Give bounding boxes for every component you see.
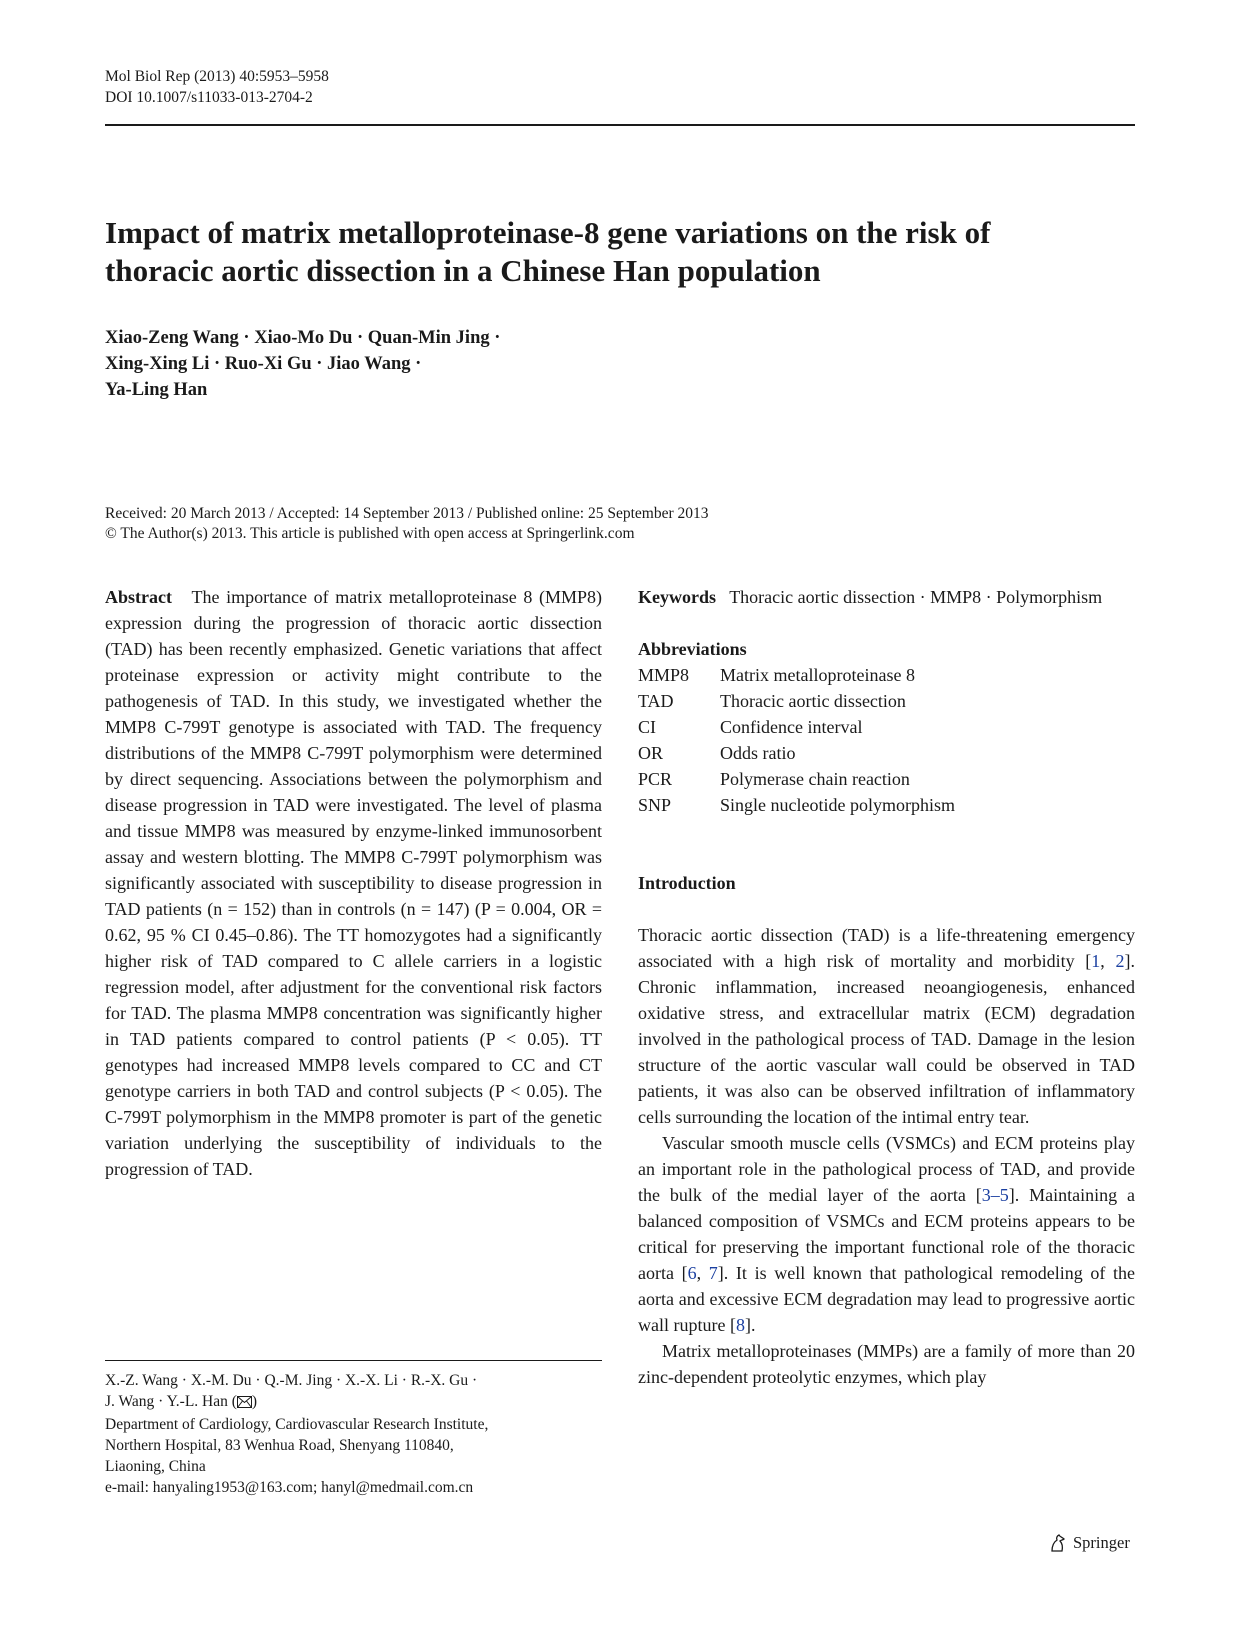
- abbreviation-row: [638, 766, 1135, 792]
- publication-history: [105, 504, 1005, 544]
- abbreviation-code: MMP8: [638, 665, 690, 685]
- text-run: ): [251, 1393, 258, 1410]
- section-title-introduction: Introduction: [638, 873, 736, 893]
- affiliation-authors: X.-Z. Wang · X.-M. Du · Q.-M. Jing · X.-X. Li · R.-X. Gu ·: [105, 1372, 478, 1389]
- citation-link[interactable]: 8: [735, 1315, 745, 1335]
- abbreviation-code: PCR: [638, 769, 673, 789]
- abbreviation-code: SNP: [638, 795, 672, 815]
- abbreviation-row: [638, 792, 1135, 818]
- text-run: ]. It is well known that pathological remodeling of the aorta and excessive ECM degradation may lead to progressive aortic wall rupture [: [638, 1263, 1136, 1335]
- footnote-rule: [105, 1360, 602, 1361]
- doi[interactable]: DOI 10.1007/s11033-013-2704-2: [105, 89, 313, 106]
- abbreviation-meaning: Single nucleotide polymorphism: [720, 795, 955, 815]
- article-title: Impact of matrix metalloproteinase-8 gene variations on the risk of thoracic aortic dissection in a Chinese Han population: [105, 215, 991, 288]
- keywords-label: Keywords: [638, 587, 716, 607]
- text-run: Thoracic aortic dissection (TAD) is a life-threatening emergency associated with a high risk of mortality and morbidity [: [638, 925, 1135, 971]
- abstract-column: [105, 584, 602, 1182]
- citation-link[interactable]: 6: [687, 1263, 697, 1283]
- publisher-logo: [1048, 1533, 1130, 1553]
- text-run: J. Wang · Y.-L. Han (: [105, 1393, 237, 1410]
- springer-horse-icon: [1048, 1533, 1068, 1553]
- keywords: [638, 584, 1135, 610]
- affiliation-email[interactable]: e-mail: hanyaling1953@163.com; hanyl@medmail.com.cn: [105, 1479, 474, 1496]
- paragraph: [638, 922, 1135, 1130]
- text-run: ]. Maintaining a balanced composition of VSMCs and ECM proteins appears to be critical for preserving the important functional role of the thoracic aorta [: [638, 1185, 1135, 1283]
- abbreviation-code: TAD: [638, 691, 674, 711]
- author-line: Xiao-Zeng Wang · Xiao-Mo Du · Quan-Min Jing ·: [105, 328, 501, 348]
- abbreviation-meaning: Matrix metalloproteinase 8: [720, 665, 915, 685]
- text-run: ,: [1100, 951, 1116, 971]
- header-rule: [105, 124, 1135, 126]
- affiliation-address: Northern Hospital, 83 Wenhua Road, Shenyang 110840,: [105, 1437, 454, 1454]
- paragraph: [638, 1130, 1135, 1338]
- author-line: Ya-Ling Han: [105, 380, 208, 400]
- introduction-body: [638, 922, 1135, 1390]
- affiliation-footnote: [105, 1370, 602, 1498]
- abbreviation-row: [638, 740, 1135, 766]
- abstract: [105, 584, 602, 1182]
- text-run: ].: [744, 1315, 756, 1335]
- affiliation-authors: [105, 1391, 602, 1414]
- abbreviation-code: CI: [638, 717, 656, 737]
- history-dates: Received: 20 March 2013 / Accepted: 14 September 2013 / Published online: 25 September 2013: [105, 505, 709, 522]
- author-list: [105, 325, 805, 403]
- abbreviation-code: OR: [638, 743, 664, 763]
- text-run: Vascular smooth muscle cells (VSMCs) and ECM proteins play an important role in the pathological process of TAD, and provide the bulk of the medial layer of the aorta [: [638, 1133, 1135, 1205]
- abbreviation-meaning: Polymerase chain reaction: [720, 769, 910, 789]
- abbreviation-row: [638, 688, 1135, 714]
- citation-link[interactable]: 3–5: [981, 1185, 1009, 1205]
- text-run: ]. Chronic inflammation, increased neoangiogenesis, enhanced oxidative stress, and extracellular matrix (ECM) degradation involved in the pathological process of TAD. Damage in the lesion structure of the aortic vascular wall could be observed in TAD patients, it was also can be observed infiltration of inflammatory cells surrounding the location of the intimal entry tear.: [638, 951, 1135, 1127]
- abbreviations-title: Abbreviations: [638, 639, 747, 659]
- abstract-label: Abstract: [105, 587, 172, 607]
- abbreviation-row: [638, 714, 1135, 740]
- abbreviation-meaning: Confidence interval: [720, 717, 863, 737]
- abstract-text: The importance of matrix metalloproteinase 8 (MMP8) expression during the progression of thoracic aortic dissection (TAD) has been recently emphasized. Genetic variations that affect proteinase expression or activity might contribute to the pathogenesis of TAD. In this study, we investigated whether the MMP8 C-799T genotype is associated with TAD. The frequency distributions of the MMP8 C-799T polymorphism were determined by direct sequencing. Associations between the polymorphism and disease progression in TAD were investigated. The level of plasma and tissue MMP8 was measured by enzyme-linked immunosorbent assay and western blotting. The MMP8 C-799T polymorphism was significantly associated with susceptibility to disease progression in TAD patients (n = 152) than in controls (n = 147) (P = 0.004, OR = 0.62, 95 % CI 0.45–0.86). The TT homozygotes had a significantly higher risk of TAD compared to C allele carriers in a logistic regression model, after adjustment for the conventional risk factors for TAD. The plasma MMP8 concentration was significantly higher in TAD patients compared to control patients (P < 0.05). TT genotypes had increased MMP8 levels compared to CC and CT genotype carriers in both TAD and control subjects (P < 0.05). The C-799T polymorphism in the MMP8 promoter is part of the genetic variation underlying the susceptibility of individuals to the progression of TAD.: [105, 587, 602, 1179]
- abbreviation-row: [638, 662, 1135, 688]
- citation-link[interactable]: 7: [708, 1263, 718, 1283]
- abbreviation-meaning: Odds ratio: [720, 743, 796, 763]
- abbreviations: [638, 636, 1135, 818]
- abbreviation-meaning: Thoracic aortic dissection: [720, 691, 906, 711]
- affiliation-department: Department of Cardiology, Cardiovascular Research Institute,: [105, 1416, 489, 1433]
- keywords-text: Thoracic aortic dissection · MMP8 · Polymorphism: [729, 587, 1103, 607]
- affiliation-region: Liaoning, China: [105, 1458, 206, 1475]
- running-header: [105, 66, 329, 108]
- author-line: Xing-Xing Li · Ruo-Xi Gu · Jiao Wang ·: [105, 354, 422, 374]
- text-run: ,: [696, 1263, 709, 1283]
- paragraph: Matrix metalloproteinases (MMPs) are a family of more than 20 zinc-dependent proteolytic enzymes, which play: [638, 1341, 1135, 1387]
- citation-link[interactable]: 1: [1091, 951, 1101, 971]
- envelope-icon: [237, 1393, 252, 1414]
- right-column: [638, 584, 1135, 1390]
- citation-link[interactable]: 2: [1115, 951, 1125, 971]
- journal-citation: Mol Biol Rep (2013) 40:5953–5958: [105, 68, 329, 85]
- copyright-notice: © The Author(s) 2013. This article is published with open access at Springerlink.com: [105, 525, 635, 542]
- publisher-name: Springer: [1073, 1533, 1130, 1552]
